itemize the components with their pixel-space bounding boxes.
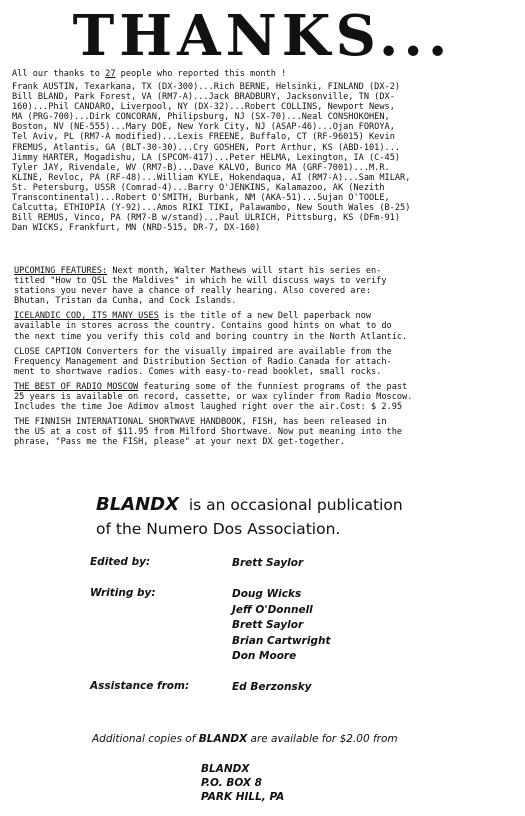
reporter-line: St. Petersburg, USSR (Comrad-4)...Barry O'JENKINS, Kalamazoo, AK (Nezith xyxy=(12,182,385,193)
brand-name: BLANDX xyxy=(96,494,180,515)
intro-before: All our thanks to xyxy=(12,69,106,79)
close-caption-paragraph xyxy=(14,347,519,377)
reporter-line: FREMUS, Atlantis, GA (BLT-30-30)...Cry GOSHEN, Port Arthur, KS (ABD-101)... xyxy=(12,142,401,153)
credit-name: Brett Saylor xyxy=(232,619,304,631)
copies-notice xyxy=(92,733,512,745)
paragraph-line: Frequency Management and Distribution Section of Radio Canada for attach- xyxy=(14,356,392,367)
publication-line-1: BLANDX is an occasional publication xyxy=(96,494,403,515)
page-headline: THANKS... xyxy=(72,3,453,69)
paragraph-line: Bhutan, Tristan da Cunha, and Cock Islands. xyxy=(14,296,237,307)
paragraph-lead: UPCOMING FEATURES: xyxy=(14,266,108,276)
paragraph-line: featuring some of the funniest programs of the past xyxy=(138,381,408,392)
credit-name: Doug Wicks xyxy=(232,588,302,600)
publication-statement xyxy=(96,493,516,541)
paragraph-line: the US at a cost of $11.95 from Milford Shortwave. Now put meaning into the xyxy=(14,427,403,438)
credit-label: Edited by: xyxy=(90,556,151,568)
reporter-line: Jimmy HARTER, Mogadishu, LA (SPCOM-417)...Peter HELMA, Lexington, IA (C-45) xyxy=(12,152,401,163)
reporter-line: MA (PRG-700)...Dirk CONCORAN, Philipsburg, NJ (SX-70)...Neal CONSHOKOHEN, xyxy=(12,112,390,123)
paragraph-line: ment to shortwave radios. Comes with easy-to-read booklet, small rocks. xyxy=(14,366,382,377)
copies-after: are available for $2.00 from xyxy=(247,733,398,745)
best-of-radio-moscow-paragraph xyxy=(14,382,519,412)
address-line: PARK HILL, PA xyxy=(201,791,285,803)
address-line: P.O. BOX 8 xyxy=(201,777,262,789)
news-items xyxy=(14,266,519,453)
reporter-line: Dan WICKS, Frankfurt, MN (NRD-515, DR-7, DX-160) xyxy=(12,223,261,234)
reporter-count: 27 xyxy=(105,69,116,79)
paragraph-line: 25 years is available on record, cassette, or wax cylinder from Radio Moscow. xyxy=(14,392,413,403)
finnish-handbook-paragraph xyxy=(14,417,519,447)
paragraph-line: THE FINNISH INTERNATIONAL SHORTWAVE HANDBOOK, FISH, has been released in xyxy=(14,417,387,428)
upcoming-features-paragraph xyxy=(14,266,519,306)
reporter-line: 160)...Phil CANDARO, Liverpool, NY (DX-32)...Robert COLLINS, Newport News, xyxy=(12,102,395,113)
paragraph-line: Includes the time Joe Adimov almost laughed right over the air.Cost: $ 2.95 xyxy=(14,402,403,413)
address-line: BLANDX xyxy=(201,763,250,775)
paragraph-line: the next time you verify this cold and boring country in the North Atlantic. xyxy=(14,331,408,342)
paragraph-lead: ICELANDIC COD, ITS MANY USES xyxy=(14,311,159,322)
credit-label: Writing by: xyxy=(90,587,156,599)
credit-name: Brian Cartwright xyxy=(232,634,331,647)
reporter-line: Bill REMUS, Vinco, PA (RM7-B w/stand)...Paul ULRICH, Pittsburg, KS (DFm-91) xyxy=(12,213,401,224)
credit-name: Don Moore xyxy=(232,650,297,662)
paragraph-line: is the title of a new Dell paperback now xyxy=(158,311,372,322)
reporter-line: Calcutta, ETHIOPIA (Y-92)...Amos RIKI TIKI, Palawambo, New South Wales (B-25) xyxy=(12,203,411,214)
paragraph-line: Next month, Walter Mathews will start his series en- xyxy=(107,266,382,276)
paragraph-line: phrase, "Pass me the FISH, please" at your next DX get-together. xyxy=(14,437,346,448)
reporter-line: Boston, NV (NE-555)...Mary DOE, New York City, NJ (ASAP-46)...Ojan FOROYA, xyxy=(12,122,395,133)
icelandic-cod-paragraph xyxy=(14,311,519,341)
reporter-list xyxy=(12,82,517,233)
paragraph-line: stations you never have a chance of really hearing. Also covered are: xyxy=(14,286,371,297)
credit-name: Brett Saylor xyxy=(232,557,304,569)
intro-after: people who reported this month ! xyxy=(115,69,287,79)
thanks-intro xyxy=(12,69,517,79)
mailing-address xyxy=(201,762,284,804)
credit-name: Ed Berzonsky xyxy=(232,681,312,693)
publication-line-2: of the Numero Dos Association. xyxy=(96,520,341,538)
reporter-line: Bill BLAND, Park Forest, VA (RM7-A)...Jack BRADBURY, Jacksonville, TN (DX- xyxy=(12,92,395,103)
reporter-line: Tyler JAY, Rivendale, WV (RM7-B)...Dave KALVO, Bunco MA (GRF-7001)...M.R. xyxy=(12,162,390,173)
copies-before: Additional copies of xyxy=(92,733,199,745)
reporter-line: KLINE, Revloc, PA (RF-48)...William KYLE, Hokendaqua, AI (RM7-A)...Sam MILAR, xyxy=(12,172,411,183)
copies-brand: BLANDX xyxy=(198,733,248,745)
reporter-line: Frank AUSTIN, Texarkana, TX (DX-300)...Rich BERNE, Helsinki, FINLAND (DX-2) xyxy=(12,82,401,92)
paragraph-lead: THE BEST OF RADIO MOSCOW xyxy=(14,381,139,392)
reporter-line: Tel Aviv, PL (RM7-A modified)...Lexis FREENE, Buffalo, CT (RF-96015) Kevin xyxy=(12,132,395,143)
credit-label: Assistance from: xyxy=(90,680,190,692)
credit-name: Jeff O'Donnell xyxy=(232,603,313,616)
paragraph-line: available in stores across the country. Contains good hints on what to do xyxy=(14,321,392,332)
paragraph-line: titled "How to QSL the Maldives" in which he will discuss ways to verify xyxy=(14,276,387,287)
paragraph-line: CLOSE CAPTION Converters for the visually impaired are available from the xyxy=(14,346,392,357)
reporter-line: Transcontinental)...Robert O'SMITH, Burbank, NM (AKA-51)...Sujan O'TOOLE, xyxy=(12,193,390,204)
